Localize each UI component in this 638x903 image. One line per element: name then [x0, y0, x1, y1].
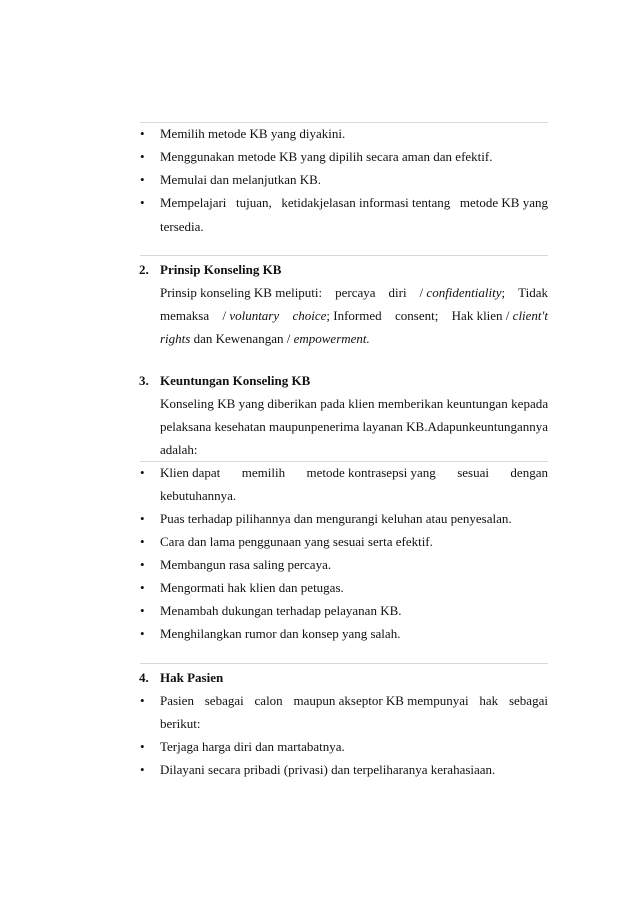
word: Hak klien / client't [451, 308, 548, 323]
italic-term: rights [160, 331, 191, 346]
list-item-continuation: kebutuhannya. [160, 488, 237, 503]
list-item: Dilayani secara pribadi (privasi) dan terpeliharanya kerahasiaan. [160, 762, 496, 777]
italic-term: voluntary [229, 308, 280, 323]
section-title: Keuntungan Konseling KB [160, 373, 311, 388]
italic-term: empowerment. [293, 331, 370, 346]
word: tujuan, [236, 195, 272, 210]
bullet-icon: • [140, 149, 145, 164]
list-item: Menambah dukungan terhadap pelayanan KB. [160, 603, 402, 618]
word: sebagai [508, 693, 548, 708]
word: / voluntary [222, 308, 280, 323]
word: Pasien [160, 693, 194, 708]
word: memilih [241, 465, 286, 480]
section-title: Prinsip Konseling KB [160, 262, 282, 277]
paragraph-line: pelaksana kesehatan maupunpenerima layanan KB.Adapunkeuntungannya [160, 419, 549, 434]
word: metode kontrasepsi yang [306, 465, 436, 480]
list-item: Memulai dan melanjutkan KB. [160, 172, 322, 187]
section-number: 3. [139, 373, 149, 388]
list-item: Cara dan lama penggunaan yang sesuai serta efektif. [160, 534, 433, 549]
bullet-icon: • [140, 465, 145, 480]
list-item: Menghilangkan rumor dan konsep yang salah. [160, 626, 401, 641]
paragraph-line: Konseling KB yang diberikan pada klien memberikan keuntungan kepada [160, 396, 549, 411]
list-item-continuation: berikut: [160, 716, 201, 731]
paragraph-line: adalah: [160, 442, 198, 457]
section-divider [140, 122, 548, 123]
word: choice; Informed [292, 308, 382, 323]
word: consent; [394, 308, 439, 323]
word: Mempelajari [160, 195, 227, 210]
bullet-icon: • [140, 693, 145, 708]
section-divider [140, 663, 548, 664]
bullet-icon: • [140, 534, 145, 549]
italic-term: choice [292, 308, 327, 323]
bullet-icon: • [140, 739, 145, 754]
word: dengan [510, 465, 548, 480]
word: Klien dapat [160, 465, 221, 480]
section-divider [140, 255, 548, 256]
word: diri [388, 285, 407, 300]
word: memaksa [160, 308, 210, 323]
italic-term: client't [512, 308, 548, 323]
bullet-icon: • [140, 195, 145, 210]
section-title: Hak Pasien [160, 670, 224, 685]
word: calon [254, 693, 283, 708]
section-number: 2. [139, 262, 149, 277]
list-item [160, 465, 548, 481]
list-item: Menggunakan metode KB yang dipilih secara aman dan efektif. [160, 149, 493, 164]
word: Prinsip konseling KB meliputi: [160, 285, 323, 300]
word: metode KB yang [459, 195, 548, 210]
list-item [160, 195, 548, 211]
list-item: Puas terhadap pilihannya dan mengurangi keluhan atau penyesalan. [160, 511, 512, 526]
word: / confidentiality; [419, 285, 506, 300]
list-item [160, 693, 548, 709]
bullet-icon: • [140, 603, 145, 618]
word: sesuai [457, 465, 489, 480]
bullet-icon: • [140, 626, 145, 641]
bullet-icon: • [140, 762, 145, 777]
bullet-icon: • [140, 557, 145, 572]
list-item: Mengormati hak klien dan petugas. [160, 580, 344, 595]
list-item-continuation: tersedia. [160, 219, 204, 234]
word: hak [479, 693, 499, 708]
paragraph-line [160, 285, 548, 301]
section-divider [140, 461, 548, 462]
list-item: Terjaga harga diri dan martabatnya. [160, 739, 345, 754]
list-item: Memilih metode KB yang diyakini. [160, 126, 346, 141]
section-number: 4. [139, 670, 149, 685]
word: sebagai [204, 693, 244, 708]
bullet-icon: • [140, 126, 145, 141]
word: ketidakjelasan informasi tentang [281, 195, 451, 210]
list-item: Membangun rasa saling percaya. [160, 557, 332, 572]
italic-term: confidentiality [426, 285, 502, 300]
paragraph-line [160, 331, 548, 347]
word: Tidak [518, 285, 548, 300]
bullet-icon: • [140, 511, 145, 526]
word: maupun akseptor KB mempunyai [293, 693, 469, 708]
word: percaya [335, 285, 376, 300]
bullet-icon: • [140, 580, 145, 595]
text-run: dan Kewenangan / [190, 331, 294, 346]
bullet-icon: • [140, 172, 145, 187]
paragraph-line [160, 308, 548, 324]
